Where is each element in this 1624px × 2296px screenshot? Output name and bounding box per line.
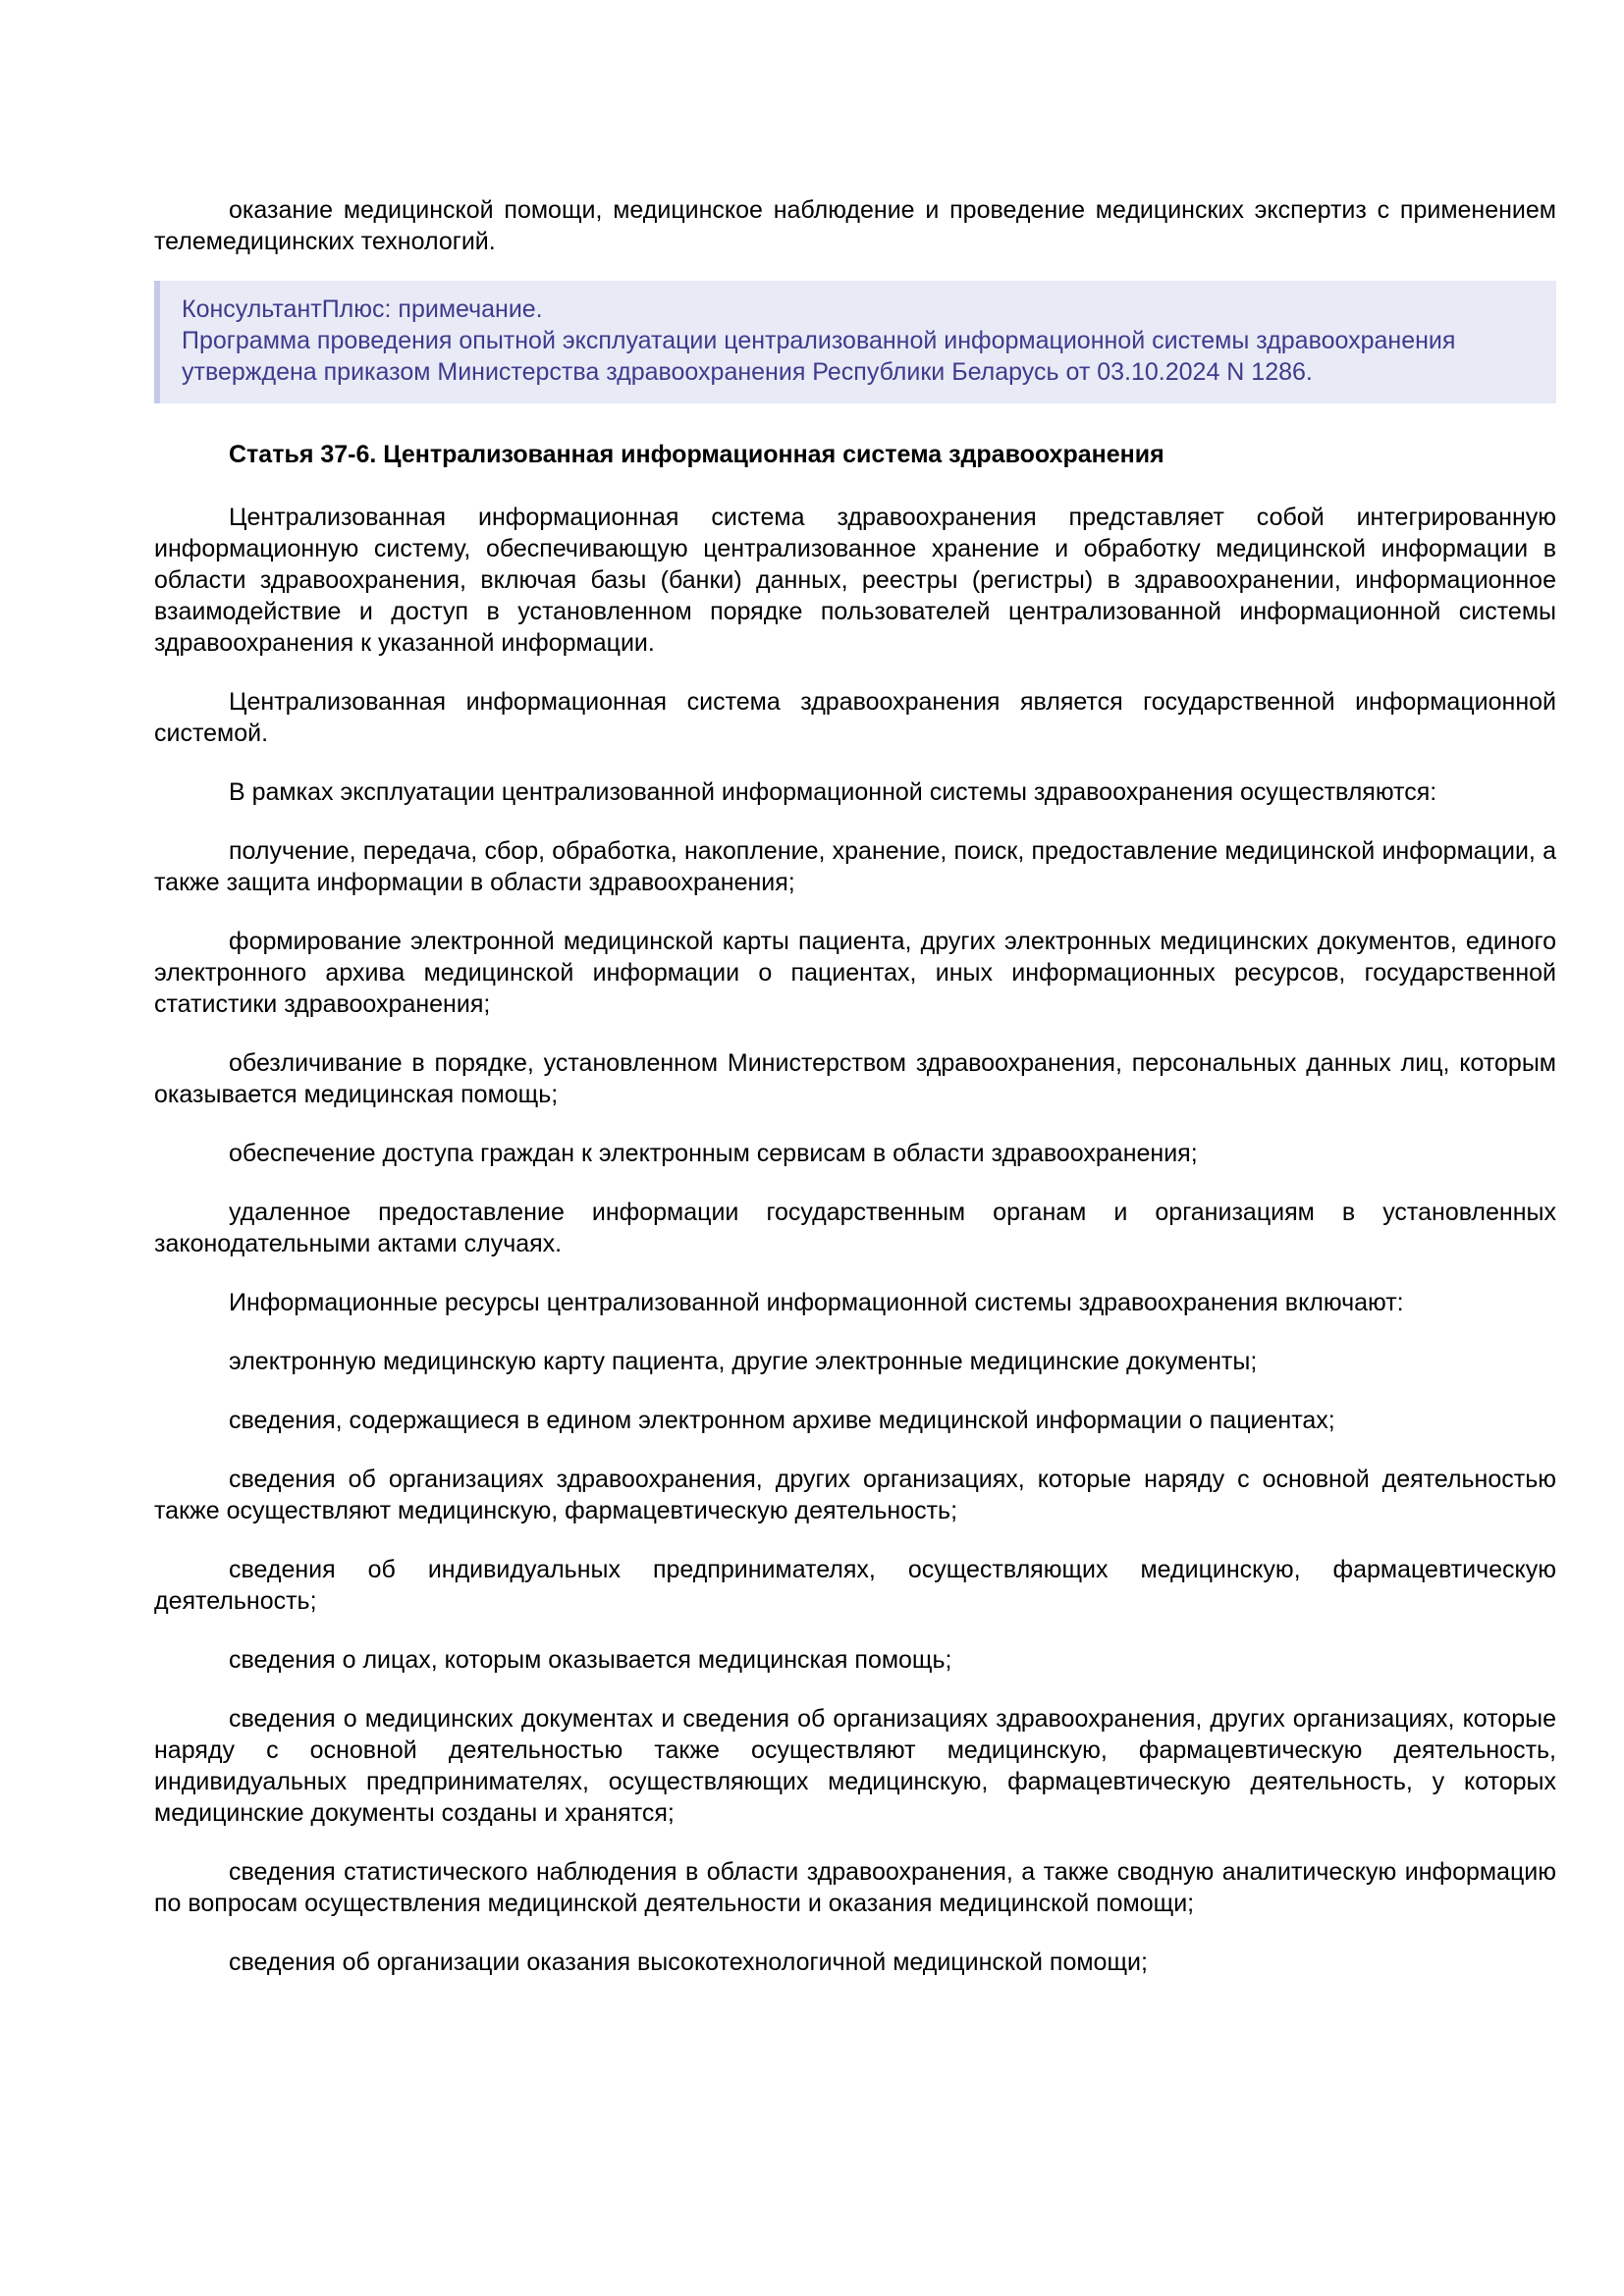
article-paragraph: Информационные ресурсы централизованной информационной системы здравоохранения включают: — [229, 1289, 1404, 1316]
article-paragraph: В рамках эксплуатации централизованной информационной системы здравоохранения осуществляются: — [229, 778, 1437, 806]
list-item: получение, передача, сбор, обработка, накопление, хранение, поиск, предоставление медицинской информации, а также защита информации в области здравоохранения; — [154, 837, 1556, 896]
note-heading: КонсультантПлюс: примечание. — [182, 295, 543, 323]
list-item: сведения об организациях здравоохранения, других организациях, которые наряду с основной деятельностью также осуществляют медицинскую, фармацевтическую деятельность; — [154, 1466, 1556, 1524]
document-page — [154, 194, 1556, 2005]
article-paragraph: Централизованная информационная система здравоохранения представляет собой интегрированную информационную систему, обеспечивающую централизованное хранение и обработку медицинской информации в области здравоохранения, включая базы (банки) данных, реестры (регистры) в здравоохранении, информационное взаимодействие и доступ в установленном порядке пользователей централизованной информационной системы здравоохранения к указанной информации. — [154, 504, 1556, 657]
list-item: обеспечение доступа граждан к электронным сервисам в области здравоохранения; — [229, 1140, 1198, 1167]
article-paragraph: Централизованная информационная система здравоохранения является государственной информационной системой. — [154, 688, 1556, 747]
list-item: сведения о медицинских документах и сведения об организациях здравоохранения, других организациях, которые наряду с основной деятельностью также осуществляют медицинскую, фармацевтическую деятельность, индивидуальных предпринимателях, осуществляющих медицинскую, фармацевтическую деятельность, у которых медицинские документы созданы и хранятся; — [154, 1705, 1556, 1827]
list-item: сведения о лицах, которым оказывается медицинская помощь; — [229, 1646, 952, 1674]
list-item: электронную медицинскую карту пациента, другие электронные медицинские документы; — [229, 1348, 1258, 1375]
note-text: Программа проведения опытной эксплуатации централизованной информационной системы здравоохранения утверждена приказом Министерства здравоохранения Республики Беларусь от 03.10.2024 N 1286. — [182, 327, 1456, 386]
consultant-note — [154, 281, 1556, 403]
list-item: обезличивание в порядке, установленном Министерством здравоохранения, персональных данных лиц, которым оказывается медицинская помощь; — [154, 1049, 1556, 1108]
list-item: удаленное предоставление информации государственным органам и организациям в установленных законодательными актами случаях. — [154, 1199, 1556, 1257]
list-item: сведения об индивидуальных предпринимателях, осуществляющих медицинскую, фармацевтическую деятельность; — [154, 1556, 1556, 1615]
list-item: формирование электронной медицинской карты пациента, других электронных медицинских документов, единого электронного архива медицинской информации о пациентах, иных информационных ресурсов, государственной статистики здравоохранения; — [154, 928, 1556, 1018]
article-title: Статья 37-6. Централизованная информационная система здравоохранения — [229, 441, 1164, 468]
list-item: сведения об организации оказания высокотехнологичной медицинской помощи; — [229, 1949, 1148, 1976]
list-item: сведения статистического наблюдения в области здравоохранения, а также сводную аналитическую информацию по вопросам осуществления медицинской деятельности и оказания медицинской помощи; — [154, 1858, 1556, 1917]
list-item: сведения, содержащиеся в едином электронном архиве медицинской информации о пациентах; — [229, 1407, 1335, 1434]
intro-paragraph: оказание медицинской помощи, медицинское наблюдение и проведение медицинских экспертиз с применением телемедицинских технологий. — [154, 196, 1556, 255]
